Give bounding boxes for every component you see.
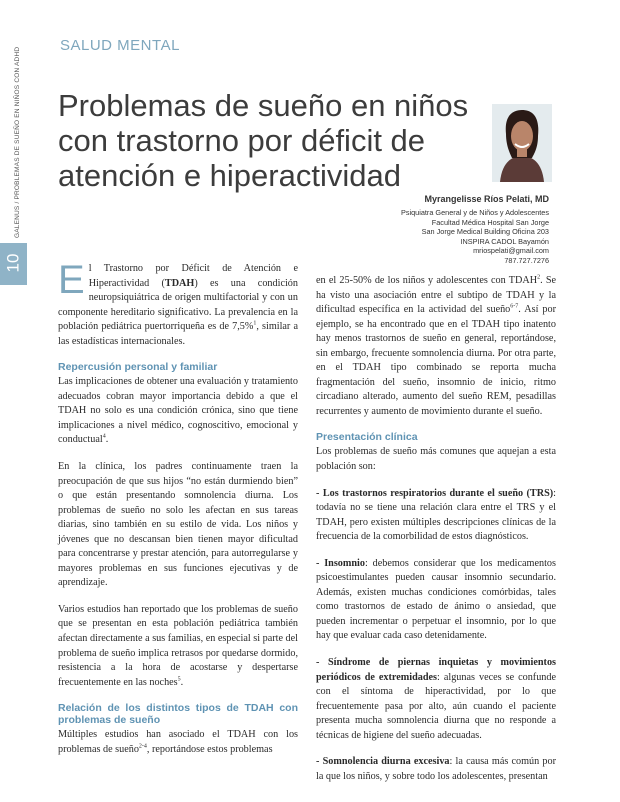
author-line: Facultad Médica Hospital San Jorge <box>431 217 549 227</box>
author-name: Myrangelisse Ríos Pelati, MD <box>424 194 549 204</box>
heading-presentacion: Presentación clínica <box>316 431 418 444</box>
author-line: San Jorge Medical Building Oficina 203 <box>421 227 549 237</box>
paragraph: en el 25-50% de los niños y adolescentes con TDAH$^2$. Se ha visto una asociación entre el subtipo de TDAH y la dificultad específica en la actividad del sueño$^{6-7}$. Así por ejemplo, se ha encontrado que en el TDAH tipo inatento hay menos trastornos de sueño en general, reportándose, sin embargo, frecuente somnolencia diurna. Por otra parte, en el TDAH tipo combinado se reporta mucha fragmentación del sueño, insomnio de inicio, ritmo circadiano alterado, aumento del sueño REM, pesadillas recurrentes y aumento de movimiento durante el sueño. <box>316 274 557 417</box>
paragraph: En la clínica, los padres continuamente traen la preocupación de que sus hijos “no están durmiendo bien” o que están presentando somnolencia diurna. Los problemas de sueño no solo les afectan en sus tareas diarias, sino también en su estilo de vida. Los niños y jóvenes que no descansan bien tienen mayor dificultad para concentrarse y prestar atención, para autorregularse y mayores problemas en sus funciones ejecutivas y de aprendizaje. <box>58 461 298 589</box>
list-item: - Insomnio: debemos considerar que los medicamentos psicoestimulantes pueden causar insomnio secundario. Además, existen muchas condiciones comórbidas, tales como trastornos de estado de ánimo o ansiedad, que pueden incrementar o perpetuar el insomnio, por lo que hay que evaluar cada caso detenidamente. <box>316 557 556 642</box>
column-left <box>58 258 298 769</box>
author-photo <box>492 104 552 182</box>
paragraph: Los problemas de sueño más comunes que aquejan a esta población son: <box>316 446 556 473</box>
list-item: - Los trastornos respiratorios durante el sueño (TRS): todavía no se tiene una relación clara entre el TRS y el TDAH, pero existen múltiples descripciones clínicas de la frecuencia de la comorbilidad de estos diagnósticos. <box>316 487 556 543</box>
author-phone: 787.727.7276 <box>504 255 549 265</box>
section-label: SALUD MENTAL <box>60 37 180 54</box>
paragraph: Múltiples estudios han asociado el TDAH con los problemas de sueño$^{2-4}$, reportándose estos problemas <box>58 729 298 755</box>
author-portrait-image <box>492 104 552 182</box>
heading-relacion: Relación de los distintos tipos de TDAH con problemas de sueño <box>58 702 298 727</box>
drop-cap: E <box>58 258 85 302</box>
author-line: Psiquiatra General y de Niños y Adolescentes <box>400 208 549 217</box>
paragraph: Varios estudios han reportado que los problemas de sueño que se presentan en esta población pediátrica también afectan directamente a sus familias, en especial si parte del problema de sueño implica retrasos por quedarse dormido, resistencia a la hora de acostarse y despertarse frecuentemente en las noches$^5$. <box>58 603 298 688</box>
sidebar <box>0 0 27 802</box>
heading-repercusion: Repercusión personal y familiar <box>58 361 218 374</box>
author-email[interactable]: mriospelati@gmail.com <box>473 246 549 256</box>
page-number: 10 <box>3 253 23 273</box>
author-line: INSPIRA CADOL Bayamón <box>460 236 549 246</box>
author-block <box>401 194 549 266</box>
intro-paragraph: El Trastorno por Déficit de Atención e Hiperactividad (TDAH) es una condición neuropsiquiátrica de origen multifactorial y con un componente hereditario significativo. La prevalencia en la población pediátrica puertorriqueña es de 7,5%$^1$, similar a las estadísticas internacionales. <box>58 258 298 347</box>
article-title: Problemas de sueño en niños con trastorno por déficit de atención e hiperactividad <box>58 88 469 193</box>
paragraph: Las implicaciones de obtener una evaluación y tratamiento adecuados cobran mayor importancia debido a que el TDAH no solo es una condición crónica, sino que tiene implicaciones a nivel médico, cognoscitivo, emocional y conductual$^4$. <box>58 376 298 446</box>
running-head: GALENUS / PROBLEMAS DE SUEÑO EN NIÑOS CON ADHD <box>14 46 21 238</box>
column-right <box>316 274 556 796</box>
list-item: - Síndrome de piernas inquietas y movimientos periódicos de extremidades: algunas veces se confunde con el síntoma de hiperactividad, por lo que frecuentemente pasa por alto, aún cuando el paciente presenta mucha somnolencia diurna que no responde a técnicas de higiene del sueño adecuadas. <box>316 657 557 741</box>
list-item: - Somnolencia diurna excesiva: la causa más común por la que los niños, y sobre todo los adolescentes, presentan <box>316 756 556 782</box>
